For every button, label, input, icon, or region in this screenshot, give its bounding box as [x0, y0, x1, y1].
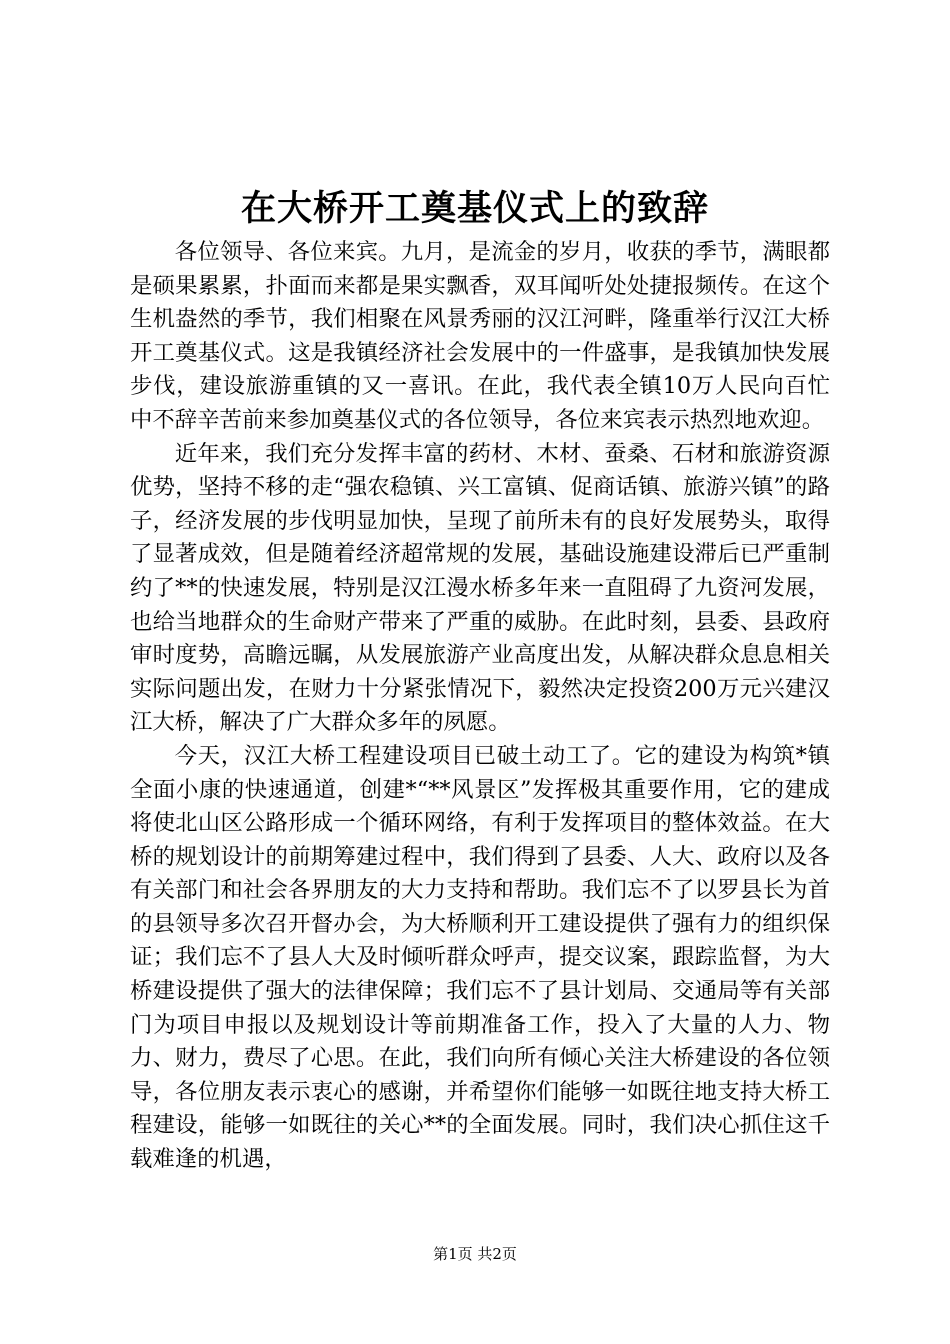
- document-title: 在大桥开工奠基仪式上的致辞: [240, 188, 709, 229]
- page-number-footer: 第1页 共2页: [433, 1245, 517, 1263]
- paragraph: 各位领导、各位来宾。九月，是流金的岁月，收获的季节，满眼都是硕果累累，扑面而来都是果实飘香，双耳闻听处处捷报频传。在这个生机盎然的季节，我们相聚在风景秀丽的汉江河畔，隆重举行汉江大桥开工奠基仪式。这是我镇经济社会发展中的一件盛事，是我镇加快发展步伐，建设旅游重镇的又一喜讯。在此，我代表全镇10万人民向百忙中不辞辛苦前来参加奠基仪式的各位领导，各位来宾表示热烈地欢迎。: [130, 239, 830, 433]
- document-body: [130, 236, 830, 1177]
- paragraph: 今天，汉江大桥工程建设项目已破土动工了。它的建设为构筑*镇全面小康的快速通道，创建*“**风景区”发挥极其重要作用，它的建成将使北山区公路形成一个循环网络，有利于发挥项目的整体效益。在大桥的规划设计的前期筹建过程中，我们得到了县委、人大、政府以及各有关部门和社会各界朋友的大力支持和帮助。我们忘不了以罗县长为首的县领导多次召开督办会，为大桥顺利开工建设提供了强有力的组织保证；我们忘不了县人大及时倾听群众呼声，提交议案，跟踪监督，为大桥建设提供了强大的法律保障；我们忘不了县计划局、交通局等有关部门为项目申报以及规划设计等前期准备工作，投入了大量的人力、物力、财力，费尽了心思。在此，我们向所有倾心关注大桥建设的各位领导，各位朋友表示衷心的感谢，并希望你们能够一如既往地支持大桥工程建设，能够一如既往的关心**的全面发展。同时，我们决心抓住这千载难逢的机遇，: [130, 742, 830, 1173]
- paragraph: 近年来，我们充分发挥丰富的药材、木材、蚕桑、石材和旅游资源优势，坚持不移的走“强农稳镇、兴工富镇、促商话镇、旅游兴镇”的路子，经济发展的步伐明显加快，呈现了前所未有的良好发展势头，取得了显著成效，但是随着经济超常规的发展，基础设施建设滞后已严重制约了**的快速发展，特别是汉江漫水桥多年来一直阻碍了九资河发展，也给当地群众的生命财产带来了严重的威胁。在此时刻，县委、县政府审时度势，高瞻远瞩，从发展旅游产业高度出发，从解决群众息息相关实际问题出发，在财力十分紧张情况下，毅然决定投资200万元兴建汉江大桥，解决了广大群众多年的夙愿。: [130, 440, 830, 736]
